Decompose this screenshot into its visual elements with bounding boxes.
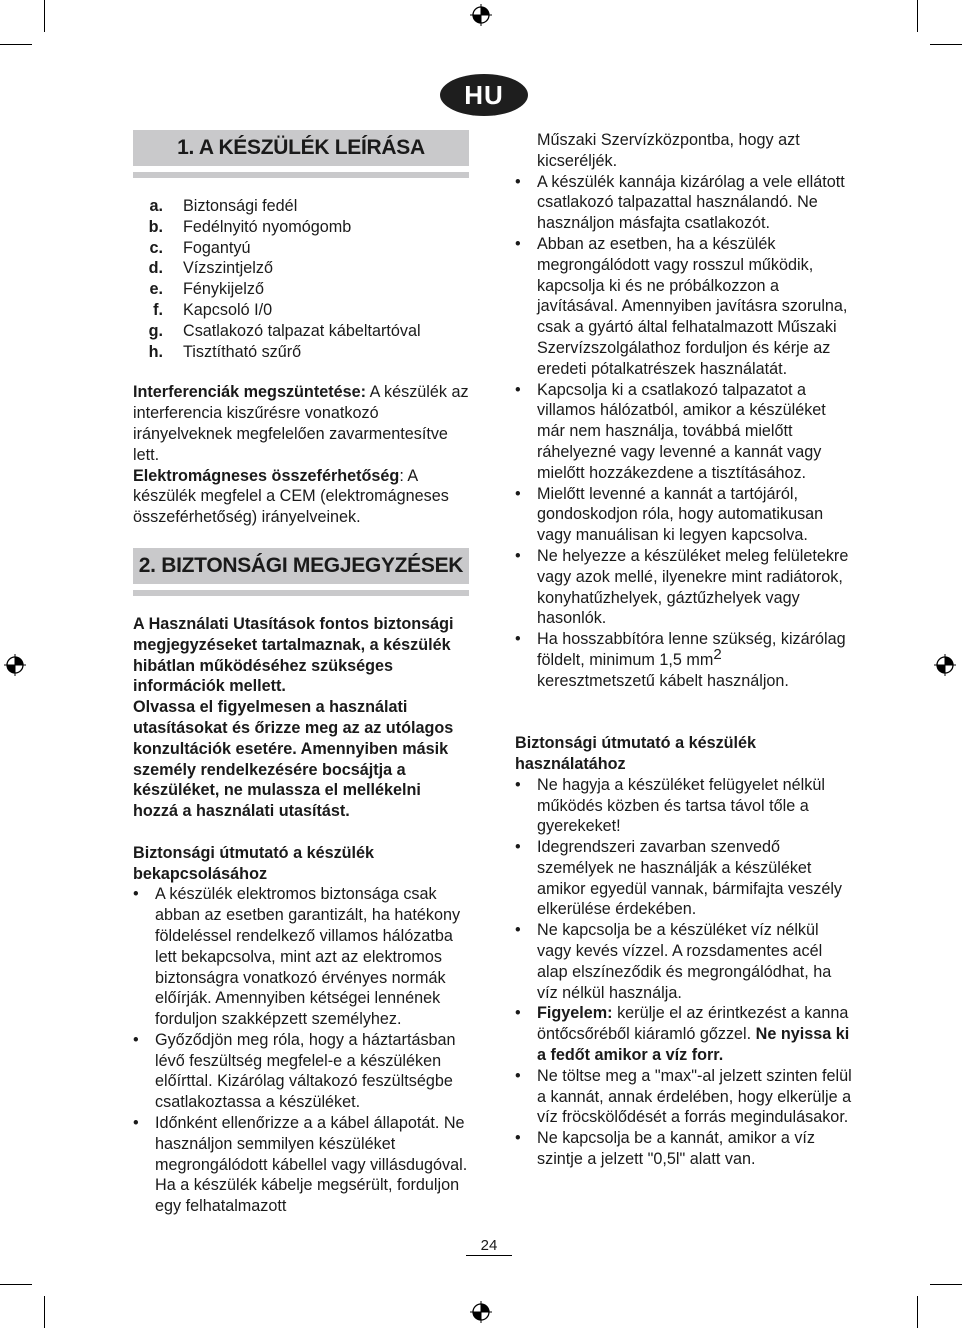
list-item (133, 196, 469, 217)
part-letter: b. (148, 217, 163, 236)
interference-label: Interferenciák megszüntetése: (133, 383, 367, 402)
left-column (133, 130, 469, 1217)
list-item: • Idegrendszeri zavarban szenvedő személyek ne használják a készüléket amikor egyedül vannak, bármifajta veszély elkerülése érdekében. (515, 837, 855, 920)
part-letter: h. (148, 342, 163, 361)
part-label: Fogantyú (183, 238, 251, 257)
interference-paragraph (133, 382, 469, 465)
right-column (515, 130, 855, 1170)
list-item (133, 321, 469, 342)
continuation-text: Műszaki Szervízközpontba, hogy azt kicseréljék. (537, 131, 800, 170)
list-item (133, 238, 469, 259)
crop-mark-top-right-vertical (917, 0, 918, 32)
registration-mark-icon-bottom (470, 1301, 492, 1323)
list-item (515, 629, 855, 691)
parts-list (133, 196, 469, 362)
list-item: • Ne kapcsolja be a készüléket víz nélkül vagy kevés vízzel. A rozsdamentes acél alap elszíneződik és megrongálódhat, ha víz nélkül használja. (515, 920, 855, 1003)
list-item: • Ne hagyja a készüléket felügyelet nélkül működés közben és tartsa távol tőle a gyerekeket! (515, 775, 855, 837)
list-item (133, 300, 469, 321)
crop-mark-bottom-right-horizontal (930, 1284, 962, 1285)
crop-mark-bottom-right-vertical (917, 1296, 918, 1328)
list-item (133, 279, 469, 300)
part-letter: a. (149, 197, 163, 215)
crop-mark-top-left-vertical (44, 0, 45, 32)
list-item (133, 217, 469, 238)
usage-bullet-list (515, 775, 855, 1170)
page-number: 24 (466, 1237, 512, 1256)
part-letter: g. (148, 321, 163, 340)
crop-mark-bottom-left-vertical (44, 1296, 45, 1328)
part-letter: f. (153, 300, 163, 319)
intro-paragraph-1: A Használati Utasítások fontos biztonsági megjegyzéseket tartalmaznak, a készülék hibátlan működéséhez szükséges információk mellett. (133, 614, 454, 696)
crop-mark-bottom-left-horizontal (0, 1284, 32, 1285)
list-item (133, 342, 469, 363)
crop-mark-top-right-horizontal (930, 44, 962, 45)
part-label: Fedélnyitó nyomógomb (183, 217, 352, 236)
part-label: Kapcsoló I/0 (183, 300, 273, 319)
interference-text: A készülék az interferencia kiszűrésre vonatkozó irányelveknek megfelelően zavarmentesítve lett. (133, 383, 469, 464)
section-1-title: 1. A KÉSZÜLÉK LEÍRÁSA (133, 130, 469, 172)
registration-mark-icon-right (934, 654, 956, 676)
part-letter: d. (148, 259, 163, 278)
emc-label: Elektromágneses összeférhetőség (133, 466, 400, 485)
crop-mark-top-left-horizontal (0, 44, 32, 45)
list-item (515, 1003, 855, 1065)
warning-text: kerülje el az érintkezést a kanna öntőcsőréből kiáramló gőzzel. (537, 1004, 849, 1044)
part-label: Biztonsági fedél (183, 197, 298, 215)
registration-mark-icon-left (4, 654, 26, 676)
list-item: • Időnként ellenőrizze a a kábel állapotát. Ne használjon semmilyen készüléket megrongálódott kábellel vagy villásdugóval. Ha a készülék kábelje megsérült, forduljon egy felhatalmazott (133, 1113, 469, 1217)
part-label: Vízszintjelző (183, 259, 273, 278)
intro-paragraph-2: Olvassa el figyelmesen a használati utasításokat és őrizze meg az az utólagos konzultációk esetére. Amennyiben másik személy rendelkezésére bocsájtja a készüléket, ne mulassza el mellékelni hozzá a használati utasítást. (133, 698, 454, 821)
list-item: • Ne helyezze a készüléket meleg felületekre vagy azok mellé, ilyenekre mint radiátorok, konyhatűzhelyek, gáztűzhelyek vagy hasonlók. (515, 546, 855, 629)
list-item: • Ne töltse meg a "max"-al jelzett szinten felül a kannát, annak érdelében, hogy elkerülje a víz fröcskölődését a forrás megindulásakor. (515, 1066, 855, 1128)
warning-bold-text: Ne nyissa ki a fedőt amikor a víz forr. (537, 1025, 850, 1065)
part-label: Csatlakozó talpazat kábeltartóval (183, 321, 421, 340)
list-item: • Ne kapcsolja be a kannát, amikor a víz szintje a jelzett "0,5l" alatt van. (515, 1128, 855, 1170)
switch-on-heading: Biztonsági útmutató a készülék bekapcsolásához (133, 843, 375, 883)
extension-text-2: keresztmetszetű kábelt használjon. (537, 671, 789, 690)
extension-text-1: Ha hosszabbítóra lenne szükség, kizárólag földelt, minimum 1,5 mm (537, 630, 846, 669)
list-item: • Mielőtt levenné a kannát a tartójáról, gondoskodjon róla, hogy automatikusan vagy manuálisan ki legyen kapcsolva. (515, 484, 855, 546)
part-label: Fénykijelző (183, 280, 264, 299)
emc-text: : A készülék megfelel a CEM (elektromágneses összeférhetőség) irányelveinek. (133, 466, 449, 527)
part-label: Tisztítható szűrő (183, 342, 302, 361)
list-item: • Abban az esetben, ha a készülék megrongálódott vagy rosszul működik, kapcsolja ki és ne próbálkozzon a javításával. Amennyiben javításra szorulna, csak a gyártó által felhatalmazott Műszaki Szervízszolgálathoz forduljon és kérje az eredeti pótalkatrészek használatát. (515, 234, 855, 380)
emc-paragraph (133, 466, 469, 528)
warning-label: Figyelem: (537, 1004, 613, 1023)
list-item: • Győződjön meg róla, hogy a háztartásban lévő feszültség megfelel-e a készüléken előírttal. Kizárólag váltakozó feszültségbe csatlakoztassa a készüléket. (133, 1030, 469, 1113)
part-letter: e. (149, 280, 163, 299)
language-badge: HU (440, 74, 528, 116)
usage-heading: Biztonsági útmutató a készülék használatához (515, 734, 757, 773)
safety-bullet-list (515, 172, 855, 692)
registration-mark-icon-top (470, 4, 492, 26)
list-item: • A készülék elektromos biztonsága csak abban az esetben garantizált, ha hatékony földeléssel rendelkező villamos hálózatba lett bekapcsolva, mint azt az elektromos biztonságra vonatkozó érvényes normák előírják. Amennyiben kétségei lennének forduljon szakképzett személyhez. (133, 884, 469, 1030)
list-item: • A készülék kannája kizárólag a vele ellátott csatlakozó talpazattal használandó. Ne használjon másfajta csatlakozót. (515, 172, 855, 234)
list-item: • Kapcsolja ki a csatlakozó talpazatot a villamos hálózatból, amikor a készüléket már nem használja, továbbá mielőtt ráhelyezné vagy levenné a kannát vagy mielőtt hozzákezdene a tisztításához. (515, 380, 855, 484)
section-2-title: 2. BIZTONSÁGI MEGJEGYZÉSEK (133, 548, 469, 590)
part-letter: c. (149, 238, 163, 257)
list-item (133, 258, 469, 279)
extension-superscript: 2 (713, 645, 722, 663)
switch-on-bullet-list (133, 884, 469, 1217)
